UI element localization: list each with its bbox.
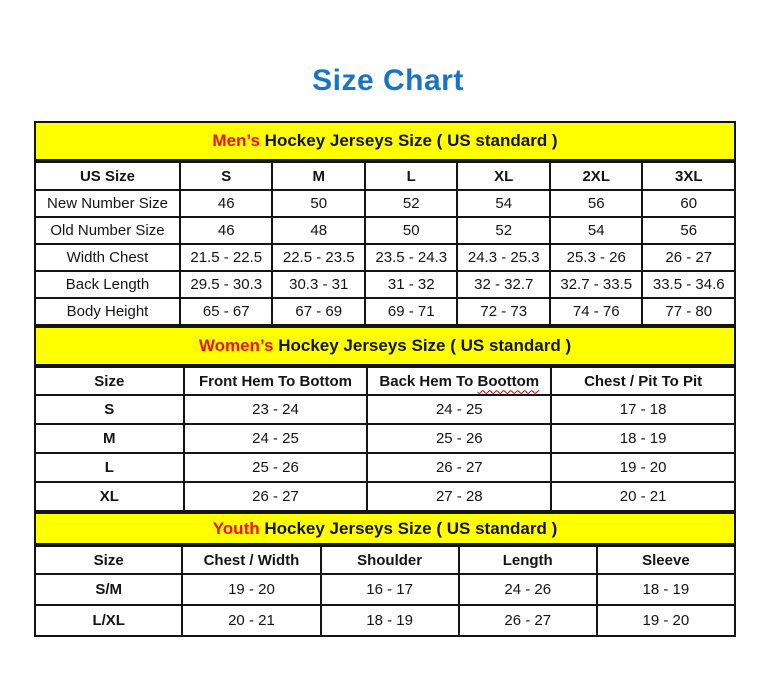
value-cell: 56 <box>642 217 735 244</box>
row-label: S <box>35 395 184 424</box>
value-cell: 46 <box>180 190 273 217</box>
column-header-3xl: 3XL <box>642 162 735 190</box>
value-cell: 20 - 21 <box>551 482 735 511</box>
value-cell: 72 - 73 <box>457 298 550 325</box>
row-label: Body Height <box>35 298 180 325</box>
womens-section-header <box>34 326 736 366</box>
column-header-us-size: US Size <box>35 162 180 190</box>
column-header-chest-width: Chest / Width <box>182 546 320 574</box>
column-header-2xl: 2XL <box>550 162 643 190</box>
table-row <box>35 271 735 298</box>
mens-section-highlight: Men’s <box>212 131 260 150</box>
row-label: Width Chest <box>35 244 180 271</box>
page-title: Size Chart <box>312 64 464 97</box>
table-row <box>35 190 735 217</box>
column-header-size: Size <box>35 546 182 574</box>
column-header-back-hem <box>367 367 551 395</box>
table-row <box>35 424 735 453</box>
womens-section-highlight: Women’s <box>198 336 274 355</box>
table-row <box>35 574 735 605</box>
table-row <box>35 453 735 482</box>
value-cell: 18 - 19 <box>321 605 459 636</box>
youth-size-table <box>34 545 736 637</box>
value-cell: 24 - 25 <box>367 395 551 424</box>
value-cell: 23 - 24 <box>184 395 368 424</box>
table-row <box>35 482 735 511</box>
youth-section-heading-text: Hockey Jerseys Size ( US standard ) <box>259 519 558 538</box>
table-row <box>35 298 735 325</box>
column-header-m: M <box>272 162 365 190</box>
value-cell: 22.5 - 23.5 <box>272 244 365 271</box>
value-cell: 24 - 25 <box>184 424 368 453</box>
table-row <box>35 395 735 424</box>
mens-section-header <box>34 121 736 161</box>
value-cell: 26 - 27 <box>367 453 551 482</box>
youth-section-header <box>34 512 736 545</box>
row-label: Back Length <box>35 271 180 298</box>
column-header-s: S <box>180 162 273 190</box>
value-cell: 77 - 80 <box>642 298 735 325</box>
value-cell: 26 - 27 <box>459 605 597 636</box>
column-header-size: Size <box>35 367 184 395</box>
table-row <box>35 605 735 636</box>
value-cell: 31 - 32 <box>365 271 458 298</box>
value-cell: 32.7 - 33.5 <box>550 271 643 298</box>
mens-section-heading-text: Hockey Jerseys Size ( US standard ) <box>259 131 558 150</box>
value-cell: 65 - 67 <box>180 298 273 325</box>
mens-header-row <box>35 162 735 190</box>
column-header-chest: Chest / Pit To Pit <box>551 367 735 395</box>
back-hem-text: Back Hem To <box>379 372 478 390</box>
value-cell: 32 - 32.7 <box>457 271 550 298</box>
womens-header-row <box>35 367 735 395</box>
column-header-sleeve: Sleeve <box>597 546 735 574</box>
womens-size-table <box>34 366 736 512</box>
size-chart <box>34 121 736 637</box>
value-cell: 54 <box>457 190 550 217</box>
column-header-l: L <box>365 162 458 190</box>
column-header-shoulder: Shoulder <box>321 546 459 574</box>
row-label: New Number Size <box>35 190 180 217</box>
value-cell: 30.3 - 31 <box>272 271 365 298</box>
mens-size-table <box>34 161 736 326</box>
value-cell: 19 - 20 <box>182 574 320 605</box>
row-label: L <box>35 453 184 482</box>
youth-header-row <box>35 546 735 574</box>
value-cell: 33.5 - 34.6 <box>642 271 735 298</box>
row-label: L/XL <box>35 605 182 636</box>
column-header-length: Length <box>459 546 597 574</box>
value-cell: 25.3 - 26 <box>550 244 643 271</box>
value-cell: 16 - 17 <box>321 574 459 605</box>
table-row <box>35 244 735 271</box>
column-header-front-hem: Front Hem To Bottom <box>184 367 368 395</box>
value-cell: 29.5 - 30.3 <box>180 271 273 298</box>
row-label: Old Number Size <box>35 217 180 244</box>
value-cell: 21.5 - 22.5 <box>180 244 273 271</box>
value-cell: 48 <box>272 217 365 244</box>
value-cell: 17 - 18 <box>551 395 735 424</box>
row-label: XL <box>35 482 184 511</box>
value-cell: 52 <box>457 217 550 244</box>
value-cell: 52 <box>365 190 458 217</box>
row-label: M <box>35 424 184 453</box>
table-row <box>35 217 735 244</box>
value-cell: 67 - 69 <box>272 298 365 325</box>
value-cell: 24 - 26 <box>459 574 597 605</box>
value-cell: 27 - 28 <box>367 482 551 511</box>
value-cell: 46 <box>180 217 273 244</box>
misspelled-word: Boottom <box>477 372 540 390</box>
value-cell: 18 - 19 <box>597 574 735 605</box>
value-cell: 19 - 20 <box>551 453 735 482</box>
value-cell: 54 <box>550 217 643 244</box>
value-cell: 25 - 26 <box>367 424 551 453</box>
value-cell: 25 - 26 <box>184 453 368 482</box>
womens-section-heading-text: Hockey Jerseys Size ( US standard ) <box>273 336 572 355</box>
youth-section-highlight: Youth <box>212 519 260 538</box>
value-cell: 56 <box>550 190 643 217</box>
value-cell: 23.5 - 24.3 <box>365 244 458 271</box>
value-cell: 74 - 76 <box>550 298 643 325</box>
value-cell: 26 - 27 <box>184 482 368 511</box>
value-cell: 18 - 19 <box>551 424 735 453</box>
value-cell: 50 <box>272 190 365 217</box>
row-label: S/M <box>35 574 182 605</box>
value-cell: 24.3 - 25.3 <box>457 244 550 271</box>
value-cell: 19 - 20 <box>597 605 735 636</box>
column-header-xl: XL <box>457 162 550 190</box>
value-cell: 26 - 27 <box>642 244 735 271</box>
value-cell: 50 <box>365 217 458 244</box>
value-cell: 20 - 21 <box>182 605 320 636</box>
value-cell: 60 <box>642 190 735 217</box>
value-cell: 69 - 71 <box>365 298 458 325</box>
